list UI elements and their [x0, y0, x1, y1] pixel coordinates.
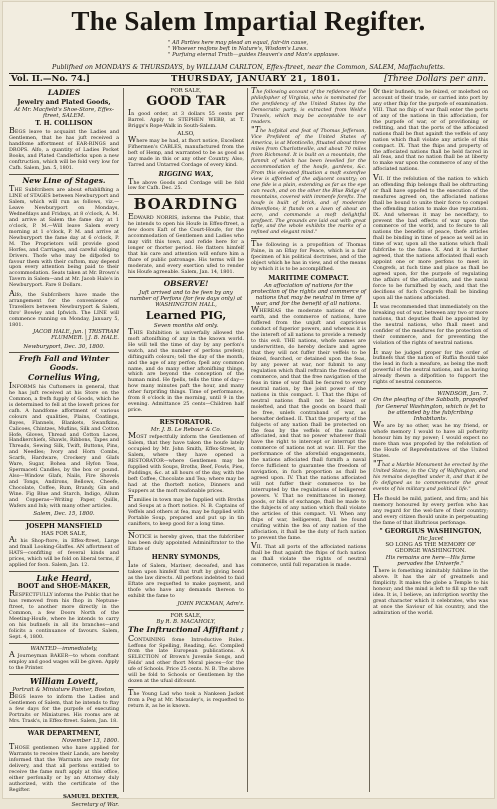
ad-subheading: Seven months old only.	[153, 322, 219, 329]
ad-rule	[9, 643, 119, 644]
column-2	[128, 88, 244, 794]
ad-title: GOOD TAR	[146, 94, 226, 110]
advertisement-restorator	[128, 419, 244, 528]
article-body: He fhould be mild, patient, and firm; and his memory honoured by every perfon who has any regard for the wel-fare of their country; and every citizen fhould unite in perpetuating the fame of that illuftrious perfonage.	[373, 492, 488, 526]
ad-body: In good order, at 3 dollars 55 cents per Barrel. Apply to STEPHEN WEBB, at T. Briggs's Rope-Walk in South-Salem.	[128, 107, 244, 129]
article-body: of their bufinefs, to be feized, or molefted on account of their trade, or carried into port by any other fhip for the purpofe of examination. VIII. That no fhip of war fhall enter the ports of any of the nations in this affociation, for the purpofe of war, or of provifioning or refitting, and that the ports of the affociated nations fhall be fhut againft the veffels of any nation which fhall violate any article of this compact. IX. That the fhips and property of the affociated nations fhall be held facred in all feas, and that no nation fhall be at liberty to make war upon the commerce of any of the affociated nations.	[373, 86, 488, 173]
inscription-line: His remains are here—His fame pervades the Univerfe."	[385, 554, 476, 567]
ad-rule	[9, 352, 119, 353]
ad-body: late of Salem, Mariner, deceafed, and has taken upon himfelf that truft by giving bond as the law directs. All perfons indebted to faid Eftate are requefted to make payment, and thofe who have any demands thereon to exhibit the fame to	[128, 560, 244, 600]
ad-signature-title: Secretary of War.	[71, 802, 119, 809]
article-rule	[251, 238, 366, 239]
ad-body: BEGS leave to acquaint the Ladies and Gentlemen, that he has juft received a handfome affortment of EAR-RINGS and DROPS. Alfo, a quantity of Ladies Pocket Books, and Plated Candlefticks upon a new conftruction, which will be fold very low for Cafh. Salem, Jan. 5, 1801.	[9, 125, 119, 171]
advertisement-stages	[9, 177, 119, 351]
ad-heading: Luke Heard,	[36, 572, 92, 583]
dateline	[11, 74, 486, 85]
ad-title: The Inftructional Affiftant ;	[128, 625, 244, 635]
ad-heading: WAR DEPARTMENT,	[27, 728, 101, 737]
newspaper-title: The Salem Impartial Regifter.	[71, 6, 426, 36]
ad-date: Salem, Dec. 15, 1800.	[33, 511, 95, 518]
ad-rule	[9, 727, 119, 728]
ad-heading: FOR SALE,	[170, 612, 202, 619]
column-3	[251, 88, 366, 794]
ad-heading: FOR SALE,	[170, 88, 202, 94]
ad-name: HENRY SYMONDS,	[151, 553, 221, 562]
article-body: WHEREAS the moderate nations of the earth, and the commerce of nations, have fuffered from the unjuft and capricious conduct of fuperior powers, and whereas it is the intereft of all nations to provide a remedy to this evil. THE nations, whofe names are underwritten, do hereby declare and agree that they will not fuffer their veffels to be feized, fearched, or detained upon the feas, by any power at war, nor fubmit to any regulation which fhall reftrain the freedom of commerce, and that the free navigation of the feas in time of war fhall be fecured to every neutral nation, by the joint power of the nations in this compact. I. That the fhips of neutral nations fhall not be feized or molefted, and that the goods on board fhall be free, unlefs contraband of war, as hereafter defined. II. That the property of the fubjects of any nation fhall be protected on the feas by the veffels of the nations affociated, and that no power whatever fhall have the right to intercept or interrupt the commerce of nations not at war. III. For the performance of the aforefaid engagements, the nations affociated fhall furnifh a naval force fufficient to guarantee the freedom of navigation, in fuch proportion as fhall be agreed upon. IV. That the nations affociated will not fuffer their commerce to be interrupted by the regulations of belligerent powers. V. That no remittances in money, goods, or bills of exchange, fhall be made to the fubjects of any nation which fhall violate the articles of this compact. VI. When any fhips of war, belligerent, fhall be found cruifing within the fea of any nation of the affociation, it fhall be the duty of fuch nation to prevent the fame.	[251, 305, 366, 541]
article-dateline: WINDSOR, Jan. 7.	[437, 391, 488, 398]
article-rule	[373, 388, 488, 389]
motto-line: " Whoever reafons beft in Nature's, Wisdom's Laws.	[168, 46, 308, 53]
ad-subheading: Juft arrived and to be feen by any number of Perfons (for few days only) at WASHINGTON HALL,	[129, 289, 243, 309]
article-body: We are by no other, was he my friend, or whofe memory I would to have all pofterity honour him by my power; I would expect no more than was propofed by the refolution of the Houfe of Reprefentatives of the United States.	[373, 420, 488, 460]
ad-heading: WANTED—immediately,	[30, 646, 98, 653]
column-1	[9, 88, 119, 809]
ad-body: A Journeyman BAKER—to whom conftant employ and good wages will be given. Apply to the Printer.	[9, 650, 119, 672]
advertisement-learned-pig	[128, 280, 244, 414]
ad-date: November 13, 1800.	[61, 737, 119, 744]
ad-subheading: Portrait & Miniature Painter, Boston,	[12, 686, 116, 693]
ad-subheading: By R. B. MACAHOLY,	[156, 618, 216, 625]
advertisement-tar	[128, 88, 244, 192]
masthead-rule-bottom	[9, 85, 488, 86]
inscription-line: Hic Jacet	[417, 536, 444, 543]
article-subheading: On the pleafing of the Sabbath, propofed for General Washington, which is fet to be attended by the fubfcribing Inhabitants.	[373, 397, 488, 423]
motto-line: " Purfuing eternal Truth—guides Heaven's and Man's applause.	[168, 52, 340, 59]
ad-rule	[128, 687, 244, 688]
ad-heading: JOSEPH MANSFIELD	[25, 521, 103, 530]
advertisement-shoemaker	[9, 574, 119, 641]
advertisement-boarding	[128, 197, 244, 275]
article-paragraph: The following is a propofition of Thomas Paine, in an Eflay for Peace, which is a fair fpecimen of his political doctrines, and of the object which he has in view, and of the means by which it is to be accomplifhed.	[251, 239, 366, 273]
article-heading: MARITIME COMPACT.	[268, 273, 349, 282]
ad-body: CONTAINING fome Introductive Rules. Leffons for Spelling, Reading, &c. Compiled from the late European publications. A SELECTION of Brown's Juvenile Songs, and Felds' and other fhort Moral pieces—for the ufe of Schools. Price 25 cents. N. B. The above will be fold to Schools or Gentlemen by the dozen at the ufual difcount.	[128, 633, 244, 685]
ad-subheading: RIGGING WAX,	[158, 169, 214, 178]
ad-subheading: HAS FOR SALE,	[41, 530, 87, 537]
ad-subheading: BOOT and SHOE-MAKER,	[17, 582, 111, 591]
ad-body: THE Subfcribers are about eftablifhing a LINE of STAGES between Newburyport and Salem, which will run as follows, viz.—Leave Newburyport on Mondays, Wednefdays and Fridays, at 8 o'clock, A. M. and arrive at Salem the fame day at 1 o'clock, P. M.—Will leave Salem every morning at 1 o'clock, P. M. and arrive at Newburyport the fame day at 6 o'clock, P. M. The Proprietors will provide good Horfes, and Carriages, and careful obliging Drivers. Thofe who may be difpofed to favour them with their cuftom, may depend upon every attention being paid to their accommodation. Seats taken at Mr. Brown's Tavern in Salem—and at Mr. Jacob Hale's in Newburyport. Fare 8 Dollars.	[9, 184, 119, 289]
column-4	[373, 88, 488, 794]
publisher-line: Publifhed on MONDAYS & THURSDAYS, by WILLIAM CARLTON, Effex-ftreet, near the Common, SALEM, Maffachufetts.	[52, 63, 445, 71]
ad-subheading: Mr. J. B. Le Rebour & Co.	[150, 427, 222, 434]
article-quote: "The hofpital and feat of Thomas Jefferson, Vice Prefident of the United States of America, is at Monticello, fituated about three miles from Charlotteville, and about 70 miles from Richmond. It is built on a mountain, the fummit of which has been levelled for the accommodation of the houfe, gardens, &c. From this elevated fituation a moft extenfive view is afforded of the adjacent country; on one fide is a plain, extending as far as the eye can reach, and on the other the Blue Ridge of mountains, covered with immenfe forefts. The houfe is built of brick, and of moderate dimenfions; it ftands on a lawn of about an acre, and commands a moft delightful profpect. The grounds are laid out with great tafte, and the whole exhibits the marks of a refined and elegant mind."	[251, 125, 366, 236]
ad-signature: JOHN PICKMAN, Adm'r.	[177, 600, 244, 607]
ad-body: Where may be had, at fhort notice, Excellent Fifhermen's CABLES, manufactured from the beft of Hemp, and warranted to be as good as any made in this or any other Country. Also, Tarred and Untarred Cordage of every kind.	[128, 135, 244, 169]
ad-rule	[128, 416, 244, 417]
article-subheading: An affociation of nations for the protection of the rights and commerce of nations that may be neutral in time of war, and for the benefit of all nations.	[251, 282, 366, 308]
notice-administrator	[128, 533, 244, 608]
article-intro: The following account of the refidence of the philofopher of Virginia, who is nominated for the prefidency of the United States by the Democratic party, is extracted from Weld's Travels, which may be acceptable to our readers.	[251, 86, 366, 125]
ad-rule	[128, 610, 244, 611]
ad-body: EDWARD NORRIS, informs the Public, that he intends to open his Houfe in Effex-ftreet, a few doors Eaft of the Court-Houfe, for the accommodation of Gentlemen and Ladies who may vifit this town, and refide here for a longer or fhorter period. He flatters himfelf that his care and attention will enfure him a fhare of public patronage. His terms will be moderate, and every exertion ufed to render his Houfe agreeable. Salem, Jan. 14, 1801.	[128, 211, 244, 275]
volume-number: Vol. II.—No. 74.]	[11, 74, 90, 84]
issue-date: THURSDAY, JANUARY 21, 1801.	[171, 74, 341, 84]
masthead-mottos	[168, 40, 368, 59]
ad-heading: LADIES	[47, 88, 81, 97]
advertisement-mansfield	[9, 523, 119, 569]
ad-rule	[128, 277, 244, 278]
column-divider	[123, 88, 124, 792]
ad-rule	[128, 530, 244, 531]
masthead	[3, 2, 494, 60]
ad-body: BEGS leave to inform the Ladies and Gentlemen of Salem, that he intends to ftay a few days for the purpofe of executing Portraits or Miniatures. His rooms are at Mrs. Trask's, in Effex-ftreet. Salem, Jan. 18.	[9, 691, 119, 724]
ad-heading: William Lovett,	[29, 676, 99, 687]
notice-war-department	[9, 730, 119, 809]
ad-name: Cornelius Wing,	[27, 372, 101, 383]
ad-body: NOTICE is hereby given, that the fubfcriber has been duly appointed Adminiftrator to the Eftate of	[128, 531, 244, 553]
column-divider	[247, 88, 248, 792]
ad-title: Learned PIG,	[145, 308, 227, 322]
ad-body: RESPECTFULLY informs the Public that he has removed from his fhop in Neptune-ftreet, to another more directly in the Common, a few Doors North of the Meeting-Houfe, where he intends to carry on his bufinefs in all its branches—and folicits a continuance of favours. Salem, Sept. 4, 1800.	[9, 589, 119, 641]
advertisement-book	[128, 613, 244, 686]
ad-body: Families in town may be fupplied with Broths and Soups at a fhort notice. N. B. Captains of Veffels and others at fea, may be fupplied with Portable Soup, prepared and put up in tin canifters, to keep good for a long time.	[128, 494, 244, 528]
newspaper-page	[3, 2, 494, 809]
notice-jacket	[128, 690, 244, 710]
inscription-heading: " GEORGIUS WASHINGTON,	[379, 527, 482, 536]
ad-rule	[9, 174, 119, 175]
ad-signature: SAMUEL DEXTER,	[63, 794, 119, 801]
ad-heading: Frefh Fall and Winter Goods.	[18, 354, 110, 372]
ad-heading: OBSERVE!	[163, 279, 209, 289]
advertisement-jewelry	[9, 89, 119, 172]
ad-name: T. H. COLLISON	[35, 118, 93, 127]
ad-rule	[9, 520, 119, 521]
article-body: It may be judged proper for the order of bufinefs that the nation of Ruffia fhould take the lead in fuch a meafure, as being the moft powerful of the neutral nations, and as having already fhewn a difpofition to fupport the rights of neutral commerce.	[373, 346, 488, 386]
article-body: There is fomething inimitably fublime in the above. It has the air of greatnefs and fimplicity. It makes the globe a Temple to his honour; and the mind is left to fill up the vaft idea. It is, I believe, an infcription worthy the great character which it celebrates, who was at once the Saviour of his country, and the admiration of the world.	[373, 565, 488, 616]
article-quote: "That a Marble Monument be erected by the United States, in the City of Wafhington, and his remains depofited under it, and that it be fo defigned as to commemorate the great events of his military and political life."	[373, 459, 488, 493]
ad-heading: New Line of Stages.	[22, 175, 106, 185]
advertisement-wanted	[9, 646, 119, 672]
ad-location: At Mr. Macfield's Shoe-Store, Effex-ftreet, SALEM.	[14, 106, 114, 119]
advertisement-goods	[9, 355, 119, 518]
article-body: VII. That all ports of the affociated nations fhall be fhut againft the fhips of fuch nation as fhall violate the rights of neutral commerce, until full reparation is made.	[251, 541, 366, 568]
motto-line: " All Parties here may plead an equal, fair-tin cause,	[168, 40, 309, 46]
ad-body: THIS Exhibition is univerfally allowed the moft aftonifhing of any in the known world. He will tell the time of day by any perfon's watch, and the number of perfons prefent; diftinguifh colours; tell the day of the month, and the age of any perfon; fpell any common name, and do many other aftonifhing things, which are beyond the conception of the human mind. He fpells, tells the time of day—how many minutes paft the hour, and many other furprifing things. Time of performance, from 8 o'clock in the morning, until 9 in the evening. Admittance 25 cents—Children half price.	[128, 326, 244, 414]
ad-body: At his Shop-ftore, in Effex-ftreet, Large and fmall Looking-Glaffes. AN affortment of HATS—confifting of feveral kinds and prices, which will be fold on liberal terms, if applied for foon. Salem, Jan. 12.	[9, 534, 119, 568]
ad-body: MOST refpectfully inform the Gentlemen of Salem, that they have taken the houfe lately occupied by Mr. John Smith, Effex-Street, in Salem, where they have opened a RESTORATOR—where Gentlemen may be fupplied with Soups, Broths, Beef, Fowls, Pies, Puddings, &c. at all hours of the day, with the beft Coffee, Chocolate and Tea; where may be had at the fhorteft notice, Dinners and Suppers at the moft reafonable prices.	[128, 431, 244, 494]
article-body: VII. If the refolution of the nation to which an offending fhip belongs fhall be obftructing or fhall have oppofed to the execution of the meafures agreed on, the affociated nations fhall be bound to unite their force to compel the offending nation to make due reparation. IX. And whereas it may be neceffary, to prevent the bad effects of war upon the commerce of the world, and to fecure to all nations the benefits of peace, thefe articles fhall be binding in time of peace as well as in time of war, upon all the nations which fhall fubfcribe to the fame. X. And it is further agreed, that the nations affociated fhall each appoint one or more perfons to meet in Congrefs, at fuch time and place as fhall be agreed upon, for the purpofe of regulating the affairs of the affociation, and the naval force to be furnifhed by each, and that the decifions of fuch Congrefs fhall be binding upon all the nations affociated.	[373, 172, 488, 301]
ad-body: THOSE gentlemen who have applied for Warrants to receive their Lands, are hereby informed that the Warrants are ready for delivery, and that all perfons entitled to receive the fame muft apply at this office, either perfonally or by an Attorney duly authorized, with the certificate of the Regifter.	[9, 742, 119, 793]
column-divider	[369, 88, 370, 792]
ad-subheading: ALSO,	[177, 131, 195, 138]
ad-date: Newburyport, Dec. 30, 1800.	[23, 343, 105, 350]
ad-heading: RESTORATOR.	[159, 418, 213, 427]
ad-title: BOARDING	[133, 195, 239, 214]
inscription-line: SO LONG AS THE MEMORY OF GEORGE WASHINGTON.	[385, 542, 476, 555]
ad-rule	[9, 571, 119, 572]
article-body: It was recommended that immediately on the breaking out of war, between any two or more nations, that deputies fhall be appointed by the neutral nations, who fhall meet and confider of the meafures for the protection of their commerce, and for preventing the violation of the rights of neutral nations.	[373, 301, 488, 347]
advertisement-painter	[9, 677, 119, 725]
ad-subheading: Jewelry and Plated Goods,	[17, 97, 111, 106]
ad-signatures: JACOB HALE, jun. | TRISTRAM FLUMMER. | J. B. HALE.	[33, 329, 119, 341]
subscription-price: [Three Dollars per ann.	[384, 74, 486, 84]
ad-body: Alfo, the Subfcribers have made the arrangement for the convenience of Travellers between Newburyport & Salem, thro' Bowley and Ipfwich. The LINE will commence running on Monday, January 5, 1801.	[9, 288, 119, 328]
ad-body: The Young Lad who took a Nankeen Jacket from a Peg at Mr. Macauley's, is requefted to return it, as he is known.	[128, 688, 244, 710]
ad-body: INFORMS his Cuftomers in general, that he has juft received at his Store on the Common, a frefh fupply of Goods, which he is determined to fell at the loweft prices for cafh. A handfome affortment of various colours and qualities, Plains, Coatings, Bayes, Flannels, Blankets, Swanfkins, Calicoes, Chintzes, Muflins, Silk and Cotton Hofe, Gloves, Thread and Cotton Laces, Handkerchiefs, Shawls, Ribbons, Tapes and Threads, Sewing Silk, Twift, Buttons, Pins, and Needles; Ivory and Horn Combs, Scarfs, Hardware, Crockery and Glafs Ware, Sugar, Bohea and Hyfon Teas, Spermaceti Candles, by the box or pound. Also—Window Glafs, Nails, Fire Shovels and Tongs, Andirons, Bellows, Cheefe, Chocolate, Coffee, Rum, Brandy, Gin and Wine. Fig Blue and Starch, Indigo, Allum and Copperas—Writing Paper, Quills, Wafers and Ink; with many other articles.	[9, 380, 119, 509]
ad-body: The above Goods and Cordage will be fold low for Cafh. Dec. 25.	[128, 176, 244, 192]
ad-rule	[9, 674, 119, 675]
